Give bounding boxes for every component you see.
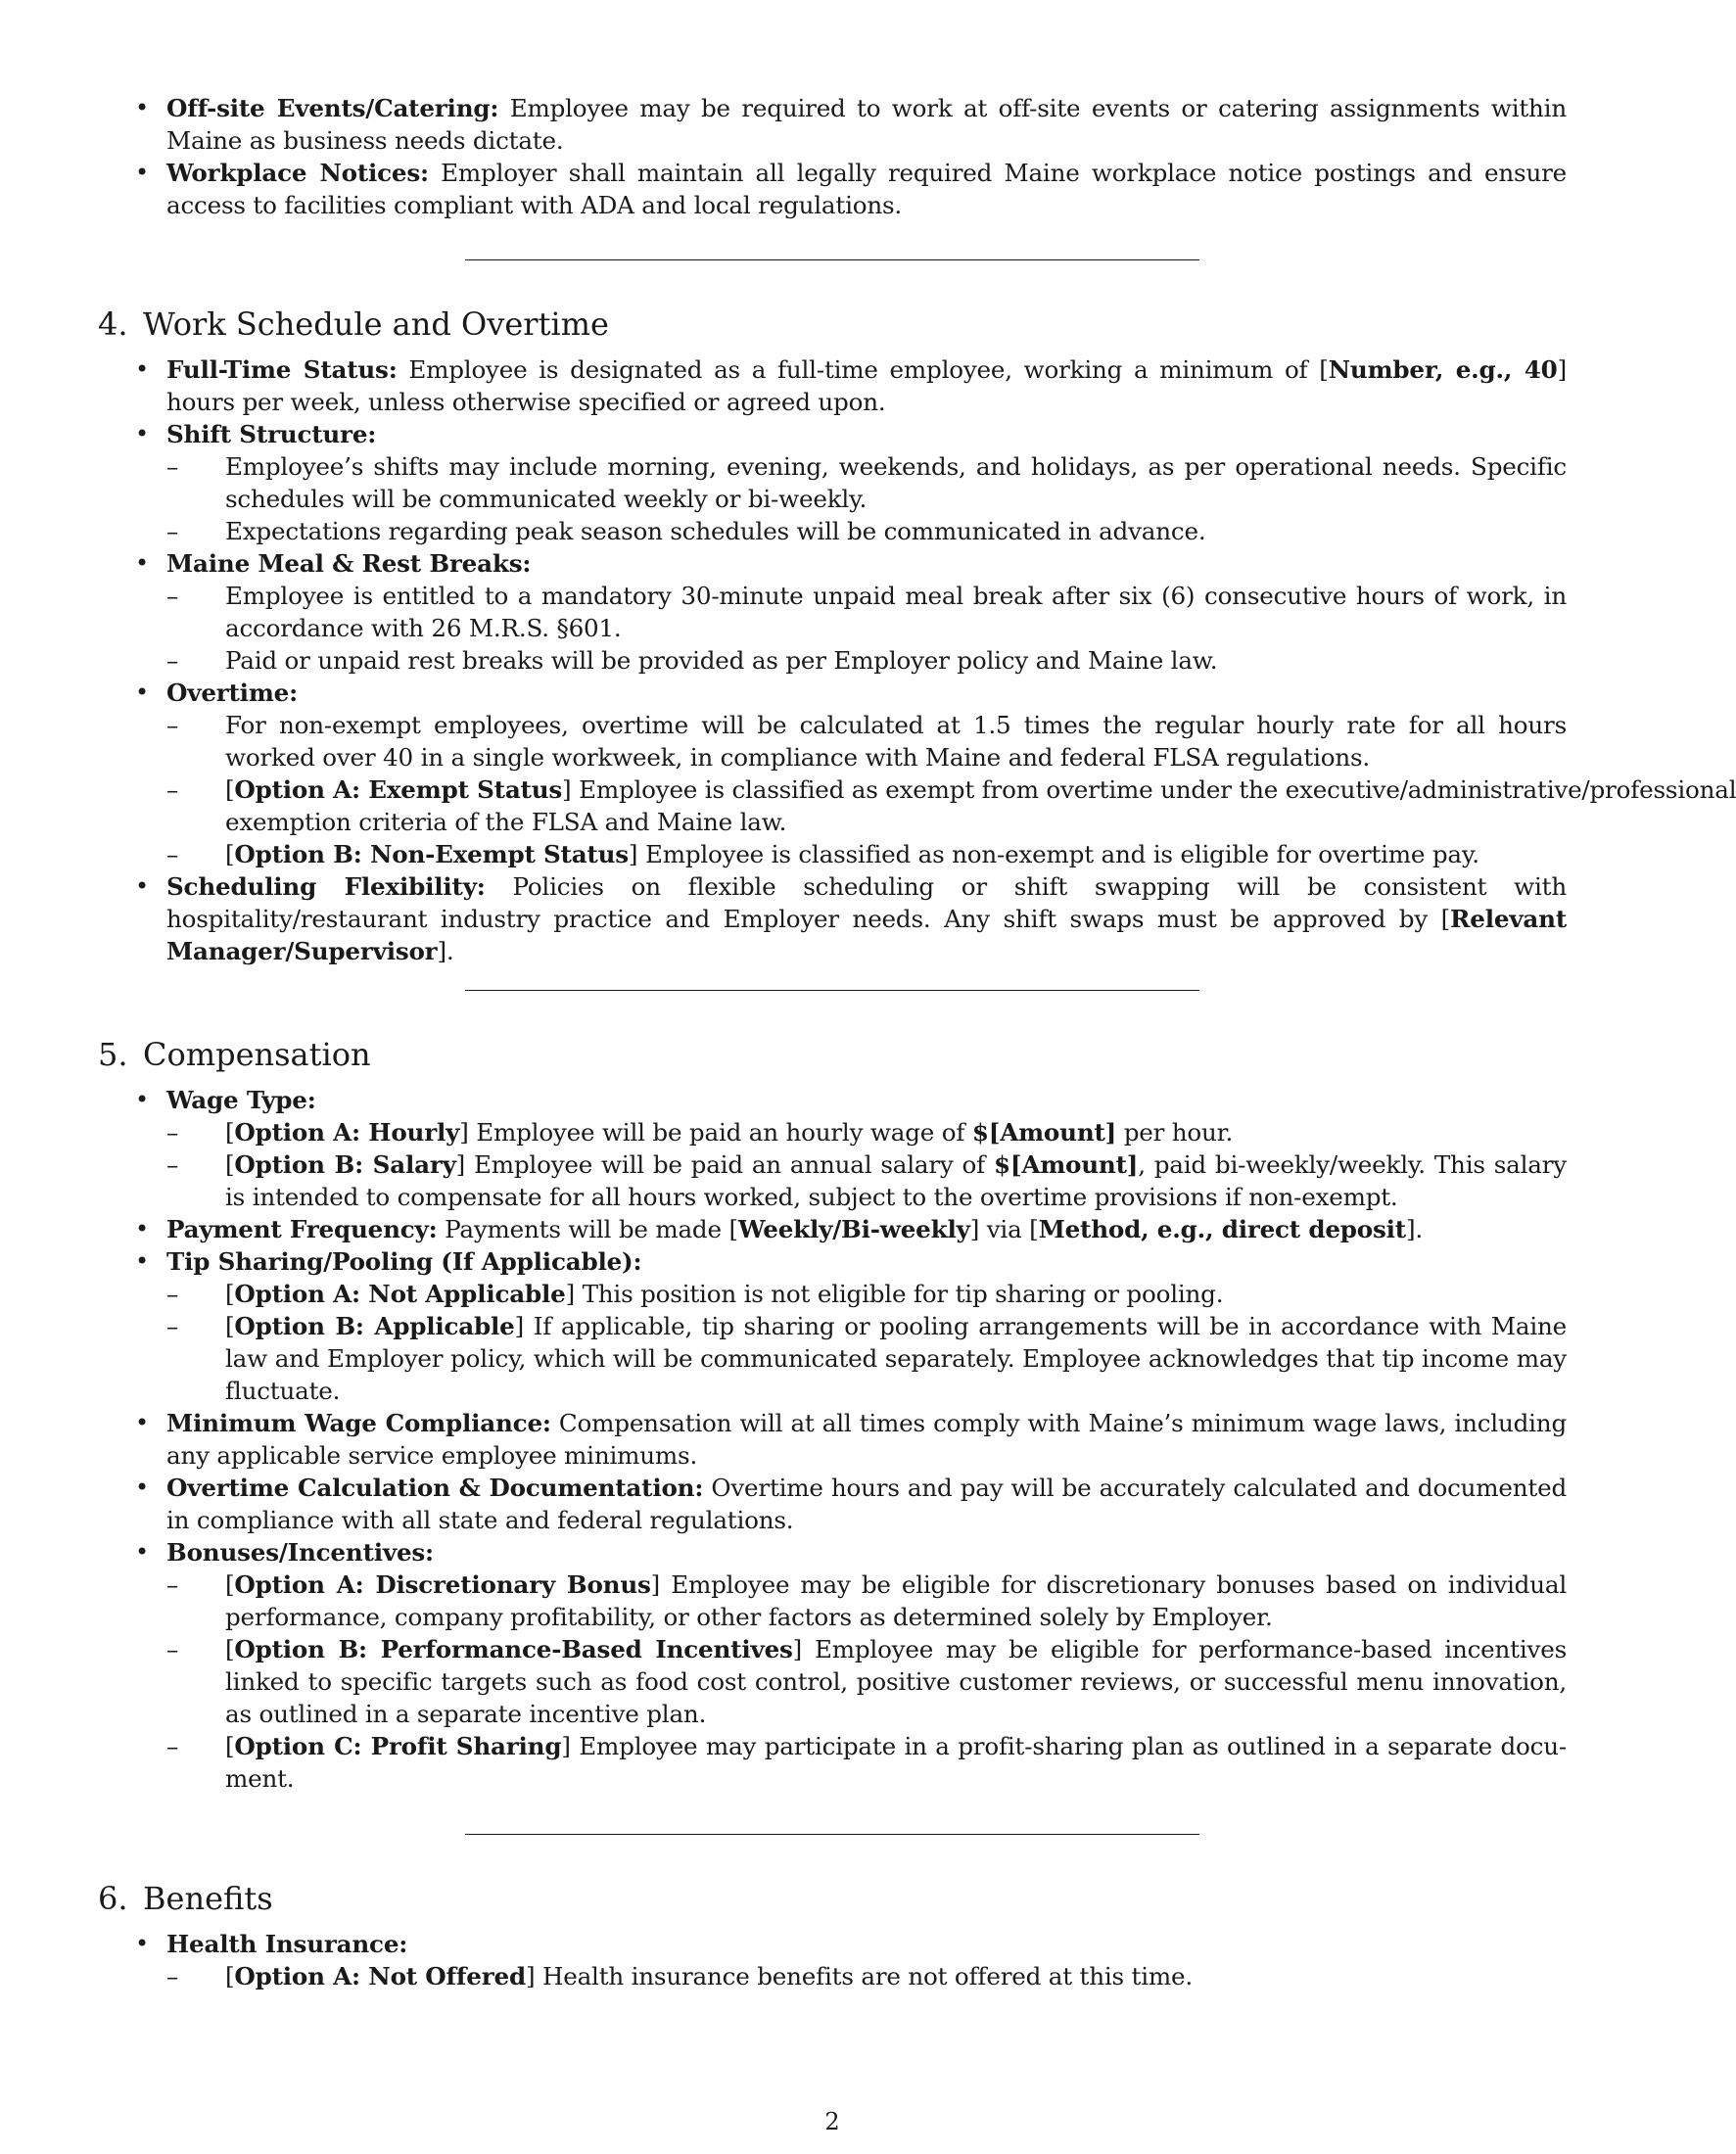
item-text: Payments will be made [ — [437, 1215, 738, 1243]
placeholder-field: Number, e.g., 40 — [1328, 355, 1558, 384]
item-label: Scheduling Flexibility: — [166, 872, 486, 901]
placeholder-field: Weekly/Bi-weekly — [737, 1215, 970, 1243]
sub-list — [166, 1278, 1567, 1407]
list-item — [98, 1536, 1567, 1795]
sub-item: – [Option B: Performance-Based Incentives] Employee may be eligible for performance-based incentives linked to specific targets such as food cost control, positive customer reviews, or successful menu innovation, as outlined in a separate incentive plan. — [166, 1633, 1567, 1730]
sub-item: – Expectations regarding peak season schedules will be communicated in advance. — [166, 515, 1567, 547]
option-label: Option A: Not Offered — [234, 1962, 526, 1990]
option-text: , paid bi-weekly/weekly. This salary is intended to compensate for all hours worked, subject to the overtime provisions if non-exempt. — [225, 1150, 1567, 1211]
option-text: Employee may participate in a profit-sharing plan as outlined in a separate docu-ment. — [225, 1732, 1567, 1793]
option-text: If applicable, tip sharing or pooling arrangements will be in accordance with Maine law and Employer policy, which will be communicated separately. Employee acknowledges that tip income may fluctuate. — [225, 1312, 1568, 1405]
sub-list — [166, 1569, 1567, 1795]
item-label: Overtime Calculation & Documentation: — [166, 1474, 704, 1502]
top-list — [98, 92, 1567, 221]
sub-item: – [Option B: Applicable] If applicable, tip sharing or pooling arrangements will be in accordance with Maine law and Employer policy, which will be communicated separately. Employee acknowledges that tip income may fluctuate. — [166, 1310, 1567, 1407]
sub-item: – [Option C: Profit Sharing] Employee may participate in a profit-sharing plan as outlined in a separate docu-ment. — [166, 1730, 1567, 1795]
option-text: Employee is classified as non-exempt and is eligible for overtime pay. — [637, 840, 1479, 868]
page-number: 2 — [824, 2108, 840, 2135]
amount-field: $[Amount] — [993, 1150, 1139, 1179]
list-item — [98, 1928, 1567, 1992]
item-text: Employee is designated as a full-time employee, working a minimum of [ — [397, 355, 1329, 384]
section-5-list — [98, 1084, 1567, 1795]
item-label: Maine Meal & Rest Breaks: — [166, 549, 532, 578]
option-text: Employee may be eligible for performance-based incentives linked to specific targets such as food cost control, positive customer reviews, or successful menu innovation, as outlined in a separate incentive plan. — [225, 1635, 1567, 1728]
item-label: Tip Sharing/Pooling (If Applicable): — [166, 1247, 642, 1276]
sub-item: – [Option A: Discretionary Bonus] Employee may be eligible for discretionary bonuses based on individual performance, company profitability, or other factors as determined solely by Employer. — [166, 1569, 1567, 1633]
section-number: 4. — [98, 305, 128, 343]
item-text: Compensation will at all times comply with Maine’s minimum wage laws, including any applicable service employee minimums. — [166, 1409, 1567, 1470]
option-text: Employee will be paid an hourly wage of — [468, 1118, 972, 1147]
option-label: Option A: Exempt Status — [234, 775, 563, 804]
placeholder-field: Relevant Manager/Supervisor — [166, 905, 1567, 965]
list-item — [98, 1472, 1567, 1536]
sub-list — [166, 709, 1736, 870]
sub-list — [166, 1960, 1567, 1992]
item-label: Shift Structure: — [166, 420, 377, 448]
option-text: Employee may be eligible for discretionary bonuses based on individual performance, company profitability, or other factors as determined solely by Employer. — [225, 1570, 1567, 1631]
item-text: ] hours per week, unless otherwise specified or agreed upon. — [166, 355, 1567, 416]
section-divider — [465, 1834, 1199, 1835]
section-6-heading — [98, 1879, 1567, 1918]
sub-list — [166, 580, 1567, 677]
placeholder-field: Method, e.g., direct deposit — [1038, 1215, 1406, 1243]
option-text: Employee is classified as exempt from overtime under the executive/administrative/professional — [571, 775, 1736, 804]
section-number: 6. — [98, 1880, 128, 1917]
option-text: Health insurance benefits are not offered at this time. — [535, 1962, 1193, 1990]
section-5-heading — [98, 1035, 1567, 1074]
section-divider — [465, 259, 1199, 260]
option-text: exemption criteria of the FLSA and Maine law. — [225, 808, 787, 836]
list-item — [98, 157, 1567, 221]
option-label: Option B: Performance-Based Incentives — [234, 1635, 793, 1663]
list-item — [98, 870, 1567, 967]
item-text: ] via [ — [969, 1215, 1039, 1243]
section-4-heading — [98, 304, 1567, 344]
section-divider — [465, 990, 1199, 991]
option-label: Option B: Applicable — [234, 1312, 515, 1340]
item-text: ]. — [1405, 1215, 1423, 1243]
item-label: Minimum Wage Compliance: — [166, 1409, 551, 1437]
document-page — [98, 92, 1736, 1992]
item-label: Full-Time Status: — [166, 355, 398, 384]
sub-item: – [Option A: Not Offered] Health insurance benefits are not offered at this time. — [166, 1960, 1567, 1992]
item-label: Overtime: — [166, 679, 298, 707]
option-label: Option A: Not Applicable — [234, 1280, 566, 1308]
list-item — [98, 353, 1567, 418]
sub-list — [166, 450, 1567, 547]
item-text: Policies on flexible scheduling or shift swapping will be consistent with hospitality/restaurant industry practice and Employer needs. Any shift swaps must be approved by [ — [166, 872, 1567, 933]
sub-list — [166, 1116, 1567, 1213]
item-label: Wage Type: — [166, 1086, 316, 1114]
list-item — [98, 92, 1567, 157]
option-label: Option C: Profit Sharing — [234, 1732, 562, 1760]
list-item — [98, 418, 1567, 547]
sub-item: – [Option B: Salary] Employee will be paid an annual salary of $[Amount], paid bi-weekly/weekly. This salary is intended to compensate for all hours worked, subject to the overtime provisions if non-exempt. — [166, 1148, 1567, 1213]
option-label: Option A: Hourly — [234, 1118, 460, 1147]
section-title: Work Schedule and Overtime — [143, 305, 609, 343]
sub-item: – [Option A: Exempt Status] Employee is classified as exempt from overtime under the executive/administrative/professional exemption criteria of the FLSA and Maine law. — [166, 773, 1567, 838]
option-label: Option B: Non-Exempt Status — [234, 840, 629, 868]
list-item — [98, 1084, 1567, 1213]
amount-field: $[Amount] — [971, 1118, 1117, 1147]
item-label: Workplace Notices: — [166, 159, 429, 187]
item-label: Health Insurance: — [166, 1930, 408, 1958]
sub-item: – Paid or unpaid rest breaks will be provided as per Employer policy and Maine law. — [166, 644, 1567, 677]
sub-item: – Employee’s shifts may include morning, evening, weekends, and holidays, as per operational needs. Specific schedules will be communicated weekly or bi-weekly. — [166, 450, 1567, 515]
section-title: Benefits — [143, 1880, 273, 1917]
list-item — [98, 1407, 1567, 1472]
option-text: Employee will be paid an annual salary of — [465, 1150, 994, 1179]
section-4-list — [98, 353, 1736, 967]
item-label: Bonuses/Incentives: — [166, 1538, 434, 1567]
list-item — [98, 677, 1736, 870]
item-text: Employer shall maintain all legally required Maine workplace notice postings and ensure access to facilities compliant with ADA and local regulations. — [166, 159, 1567, 219]
list-item — [98, 547, 1567, 677]
sub-item: – For non-exempt employees, overtime will be calculated at 1.5 times the regular hourly rate for all hours worked over 40 in a single workweek, in compliance with Maine and federal FLSA regulations. — [166, 709, 1567, 773]
option-text: per hour. — [1116, 1118, 1234, 1147]
sub-item: – [Option A: Hourly] Employee will be paid an hourly wage of $[Amount] per hour. — [166, 1116, 1567, 1148]
item-label: Off-site Events/Catering: — [166, 94, 499, 122]
option-text: This position is not eligible for tip sharing or pooling. — [574, 1280, 1224, 1308]
section-title: Compensation — [143, 1036, 371, 1073]
option-label: Option A: Discretionary Bonus — [234, 1570, 651, 1599]
sub-item: – [Option A: Not Applicable] This position is not eligible for tip sharing or pooling. — [166, 1278, 1567, 1310]
sub-item: – Employee is entitled to a mandatory 30-minute unpaid meal break after six (6) consecutive hours of work, in accordance with 26 M.R.S. §601. — [166, 580, 1567, 644]
item-text: ]. — [437, 937, 454, 965]
section-number: 5. — [98, 1036, 128, 1073]
list-item — [98, 1213, 1567, 1245]
section-6-list — [98, 1928, 1567, 1992]
sub-item: – [Option B: Non-Exempt Status] Employee is classified as non-exempt and is eligible for overtime pay. — [166, 838, 1567, 870]
item-text: Overtime hours and pay will be accurately calculated and documented in compliance with all state and federal regulations. — [166, 1474, 1567, 1534]
option-label: Option B: Salary — [234, 1150, 456, 1179]
item-text: Employee may be required to work at off-site events or catering assignments within Maine as business needs dictate. — [166, 94, 1567, 155]
list-item — [98, 1245, 1567, 1407]
item-label: Payment Frequency: — [166, 1215, 438, 1243]
